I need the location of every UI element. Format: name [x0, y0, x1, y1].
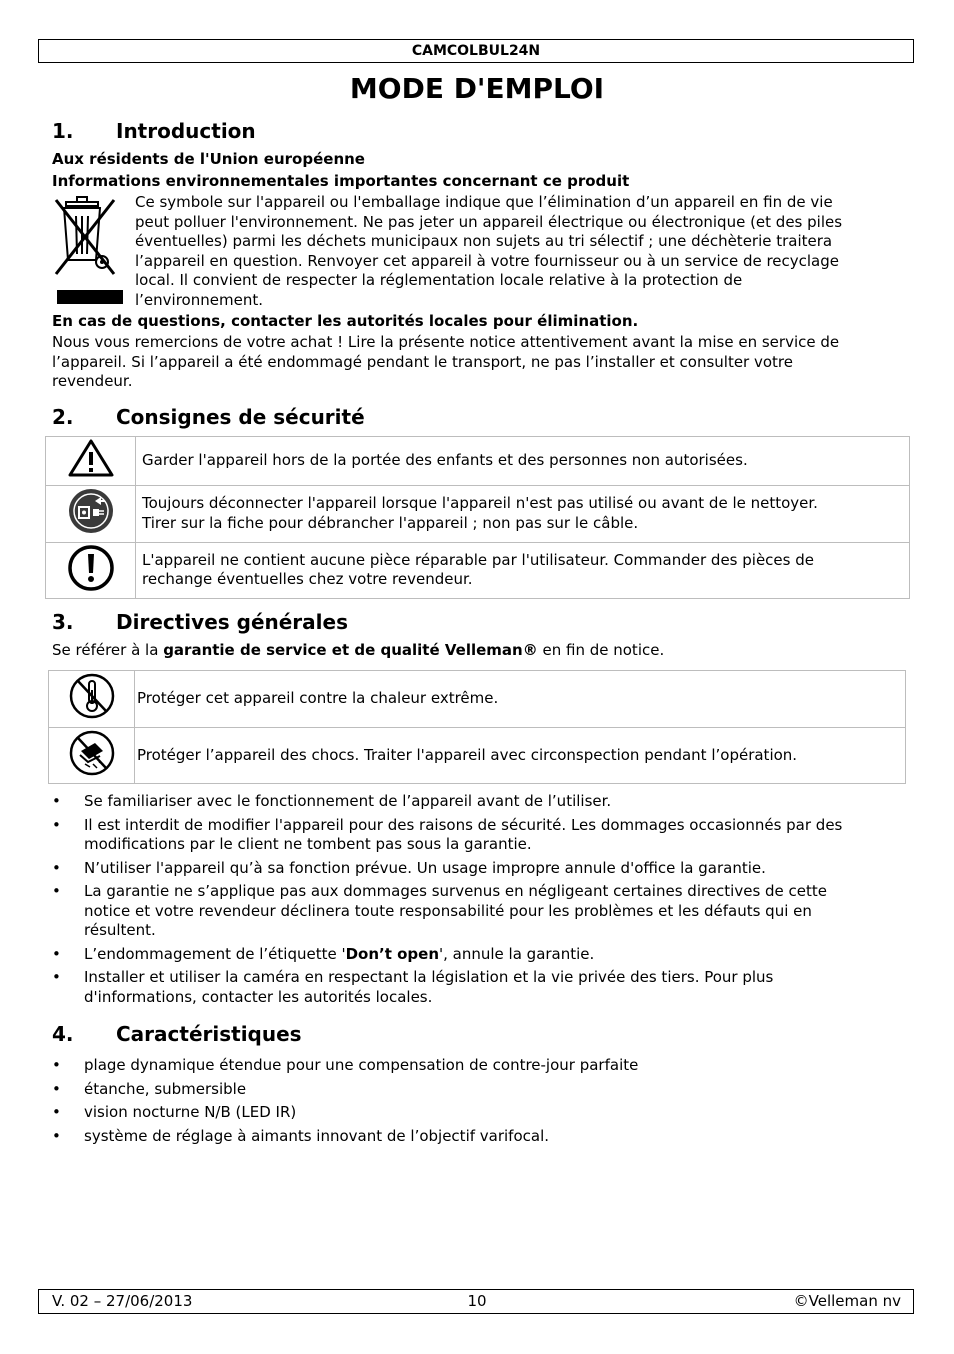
section-intro-heading: [52, 118, 256, 144]
text-line: revendeur.: [52, 372, 133, 390]
general-bullet-list: [52, 792, 914, 1007]
text-line: Ce symbole sur l'appareil ou l'emballage indique que l’élimination d’un appareil en fin de vie: [135, 193, 833, 211]
eu-residents-subtitle: Aux résidents de l'Union européenne: [52, 150, 365, 168]
section-number: 1.: [52, 119, 74, 143]
text-run: L’endommagement de l’étiquette ': [84, 944, 346, 963]
footer: [38, 1289, 914, 1314]
unplug-icon: [67, 487, 115, 535]
footer-copyright: ©Velleman nv: [793, 1292, 901, 1310]
text-cell: [136, 542, 910, 599]
text-line: L'appareil ne contient aucune pièce réparable par l'utilisateur. Commander des pièces de: [142, 550, 814, 569]
text-cell: Protéger cet appareil contre la chaleur extrême.: [135, 671, 906, 728]
warranty-reference: [52, 641, 664, 661]
text-cell: Protéger l’appareil des chocs. Traiter l'appareil avec circonspection pendant l’opération.: [135, 727, 906, 784]
page-title: MODE D'EMPLOI: [349, 72, 605, 105]
section-number: 4.: [52, 1022, 74, 1046]
text-line: l’appareil en question. Renvoyer cet appareil à votre fournisseur ou à un service de recyclage: [135, 251, 840, 270]
section-safety-heading: [52, 404, 365, 430]
icon-cell: [49, 727, 135, 784]
list-item: • vision nocturne N/B (LED IR): [52, 1103, 914, 1123]
section-number: 3.: [52, 610, 74, 634]
section-features-heading: [52, 1021, 302, 1047]
text-cell: [136, 437, 910, 486]
text-line: résultent.: [84, 921, 156, 939]
general-table: [48, 670, 906, 784]
text-run: Se référer à la: [52, 641, 164, 659]
icon-cell: [46, 486, 136, 543]
text-line: Nous vous remercions de votre achat ! Lire la présente notice attentivement avant la mise en service de: [52, 333, 840, 351]
text-line: éventuelles) parmi les déchets municipaux non sujets au tri sélectif ; une déchèterie traitera: [135, 232, 833, 250]
list-item: [52, 945, 914, 965]
text-line: • Il est interdit de modifier l'appareil pour des raisons de sécurité. Les dommages occasionnés par des: [84, 815, 843, 834]
text-line: notice et votre revendeur déclinera toute responsabilité pour les problèmes et les défauts qui en: [84, 901, 812, 920]
questions-notice: En cas de questions, contacter les autorités locales pour élimination.: [52, 312, 639, 330]
list-item: [52, 792, 914, 812]
text-line: • Se familiariser avec le fonctionnement de l’appareil avant de l’utiliser.: [84, 792, 612, 810]
list-item: [52, 968, 914, 1007]
text-line: Garder l'appareil hors de la portée des enfants et des personnes non autorisées.: [142, 451, 748, 470]
section-title: Consignes de sécurité: [116, 405, 365, 429]
environment-subtitle: Informations environnementales importantes concernant ce produit: [52, 172, 630, 190]
text-line: modifications par le client ne tombent pas sous la garantie.: [84, 835, 532, 853]
text-line: d'informations, contacter les autorités locales.: [84, 987, 433, 1006]
list-item: • plage dynamique étendue pour une compensation de contre-jour parfaite: [52, 1056, 914, 1076]
table-row: [46, 437, 910, 486]
features-list: [52, 1056, 914, 1146]
header-model: CAMCOLBUL24N: [38, 39, 914, 63]
list-item: [52, 859, 914, 879]
text-run: en fin de notice.: [537, 641, 665, 659]
text-line: • N’utiliser l'appareil qu’à sa fonction prévue. Un usage impropre annule d'office la garantie.: [84, 858, 766, 877]
section-general-heading: [52, 609, 348, 635]
text-line: peut polluer l'environnement. Ne pas jeter un appareil électrique ou électronique (et des piles: [135, 212, 843, 231]
list-item: • système de réglage à aimants innovant de l’objectif varifocal.: [52, 1127, 914, 1147]
page-number: 10: [467, 1292, 487, 1310]
text-run: ', annule la garantie.: [439, 944, 595, 963]
icon-cell: [46, 437, 136, 486]
thanks-paragraph: [52, 333, 912, 392]
table-row: [46, 486, 910, 543]
table-row: [49, 727, 906, 784]
text-line: Toujours déconnecter l'appareil lorsque l'appareil n'est pas utilisé ou avant de le nettoyer.: [142, 494, 818, 513]
text-line: • La garantie ne s’applique pas aux dommages survenus en négligeant certaines directives de cette: [84, 882, 828, 900]
weee-bin-icon: [52, 194, 126, 306]
warranty-name: garantie de service et de qualité Velleman®: [163, 641, 538, 659]
safety-table: [45, 436, 910, 599]
section-title: Introduction: [116, 119, 256, 143]
icon-cell: [46, 542, 136, 599]
section-title: Caractéristiques: [116, 1022, 302, 1046]
icon-cell: [49, 671, 135, 728]
weee-paragraph: [135, 193, 905, 310]
section-number: 2.: [52, 405, 74, 429]
no-shock-icon: [68, 729, 116, 777]
label-name: Don’t open: [345, 944, 440, 963]
text-line: l’appareil. Si l’appareil a été endommagé pendant le transport, ne pas l’installer et consulter votre: [52, 352, 793, 371]
no-heat-icon: [68, 672, 116, 720]
text-line: • Installer et utiliser la caméra en respectant la législation et la vie privée des tiers. Pour plus: [84, 968, 774, 986]
section-title: Directives générales: [116, 610, 348, 634]
exclamation-circle-icon: [67, 544, 115, 592]
table-row: [49, 671, 906, 728]
text-line: Tirer sur la fiche pour débrancher l'appareil ; non pas sur le câble.: [142, 513, 639, 532]
text-line: rechange éventuelles chez votre revendeur.: [142, 570, 473, 589]
list-item: • étanche, submersible: [52, 1080, 914, 1100]
footer-version: V. 02 – 27/06/2013: [52, 1292, 193, 1310]
text-cell: [136, 486, 910, 543]
table-row: [46, 542, 910, 599]
list-item: [52, 816, 914, 855]
text-line: l’environnement.: [135, 290, 263, 309]
list-item: [52, 882, 914, 941]
text-line: local. Il convient de respecter la réglementation locale relative à la protection de: [135, 271, 743, 289]
warning-triangle-icon: [67, 438, 115, 478]
